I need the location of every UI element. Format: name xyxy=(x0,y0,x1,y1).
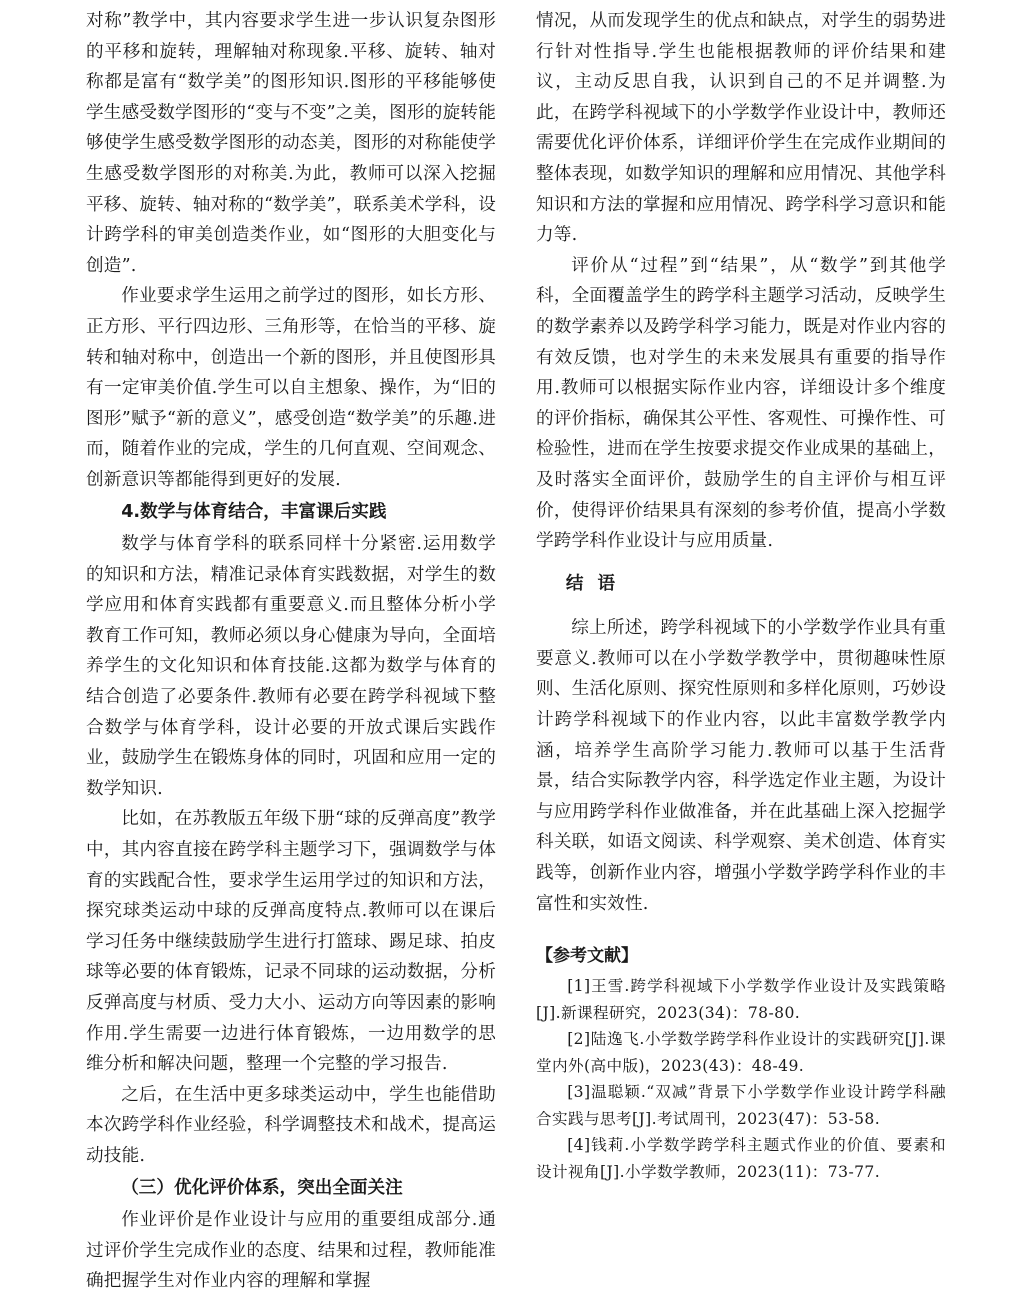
reference-item: [4]钱莉.小学数学跨学科主题式作业的价值、要素和设计视角[J].小学数学教师，2023(11)：73-77. xyxy=(536,1136,946,1181)
body-paragraph: 对称”教学中，其内容要求学生进一步认识复杂图形的平移和旋转，理解轴对称现象.平移、旋转、轴对称都是富有“数学美”的图形知识.图形的平移能够使学生感受数学图形的“变与不变”之美，图形的旋转能够使学生感受数学图形的动态美，图形的对称能使学生感受数学图形的对称美.为此，教师可以深入挖掘平移、旋转、轴对称的“数学美”，联系美术学科，设计跨学科的审美创造类作业，如“图形的大胆变化与创造”. xyxy=(86,11,496,276)
body-paragraph: 数学与体育学科的联系同样十分紧密.运用数学的知识和方法，精准记录体育实践数据，对学生的数学应用和体育实践都有重要意义.而且整体分析小学教育工作可知，教师必须以身心健康为导向，全面培养学生的文化知识和体育技能.这都为数学与体育的结合创造了必要条件.教师有必要在跨学科视域下整合数学与体育学科，设计必要的开放式课后实践作业，鼓励学生在锻炼身体的同时，巩固和应用一定的数学知识. xyxy=(86,534,496,799)
body-paragraph: 比如，在苏教版五年级下册“球的反弹高度”教学中，其内容直接在跨学科主题学习下，强调数学与体育的实践配合性，要求学生运用学过的知识和方法，探究球类运动中球的反弹高度特点.教师可以在课后学习任务中继续鼓励学生进行打篮球、踢足球、拍皮球等必要的体育锻炼，记录不同球的运动数据，分析反弹高度与材质、受力大小、运动方向等因素的影响作用.学生需要一边进行体育锻炼，一边用数学的思维分析和解决问题，整理一个完整的学习报告. xyxy=(86,809,496,1075)
reference-item: [1]王雪.跨学科视域下小学数学作业设计及实践策略[J].新课程研究，2023(34)：78-80. xyxy=(536,977,946,1022)
section-heading-3: （三）优化评价体系，突出全面关注 xyxy=(121,1177,403,1198)
left-column xyxy=(86,6,496,1297)
body-paragraph: 综上所述，跨学科视域下的小学数学作业具有重要意义.教师可以在小学数学教学中，贯彻趣味性原则、生活化原则、探究性原则和多样化原则，巧妙设计跨学科视域下的作业内容，以此丰富数学教学内涵，培养学生高阶学习能力.教师可以基于生活背景，结合实际教学内容，科学选定作业主题，为设计与应用跨学科作业做准备，并在此基础上深入挖掘学科关联，如语文阅读、科学观察、美术创造、体育实践等，创新作业内容，增强小学数学跨学科作业的丰富性和实效性. xyxy=(536,618,946,914)
references-title: 【参考文献】 xyxy=(536,946,638,967)
body-paragraph: 评价从“过程”到“结果”，从“数学”到其他学科，全面覆盖学生的跨学科主题学习活动，反映学生的数学素养以及跨学科学习能力，既是对作业内容的有效反馈，也对学生的未来发展具有重要的指导作用.教师可以根据实际作业内容，详细设计多个维度的评价指标，确保其公平性、客观性、可操作性、可检验性，进而在学生按要求提交作业成果的基础上，及时落实全面评价，鼓励学生的自主评价与相互评价，使得评价结果具有深刻的参考价值，提高小学数学跨学科作业设计与应用质量. xyxy=(536,255,946,552)
section-heading-4: 4.数学与体育结合，丰富课后实践 xyxy=(121,501,387,522)
right-column xyxy=(536,6,946,1185)
body-paragraph: 作业评价是作业设计与应用的重要组成部分.通过评价学生完成作业的态度、结果和过程，教师能准确把握学生对作业内容的理解和掌握 xyxy=(86,1210,496,1292)
conclusion-heading: 结语 xyxy=(565,573,630,594)
reference-item: [2]陆逸飞.小学数学跨学科作业设计的实践研究[J].课堂内外(高中版)，2023(43)：48-49. xyxy=(536,1030,946,1075)
reference-item: [3]温聪颖.“双减”背景下小学数学作业设计跨学科融合实践与思考[J].考试周刊，2023(47)：53-58. xyxy=(536,1083,946,1128)
body-paragraph: 情况，从而发现学生的优点和缺点，对学生的弱势进行针对性指导.学生也能根据教师的评价结果和建议，主动反思自我，认识到自己的不足并调整.为此，在跨学科视域下的小学数学作业设计中，教师还需要优化评价体系，详细评价学生在完成作业期间的整体表现，如数学知识的理解和应用情况、其他学科知识和方法的掌握和应用情况、跨学科学习意识和能力等. xyxy=(536,11,946,246)
body-paragraph: 作业要求学生运用之前学过的图形，如长方形、正方形、平行四边形、三角形等，在恰当的平移、旋转和轴对称中，创造出一个新的图形，并且使图形具有一定审美价值.学生可以自主想象、操作，为“旧的图形”赋予“新的意义”，感受创造“数学美”的乐趣.进而，随着作业的完成，学生的几何直观、空间观念、创新意识等都能得到更好的发展. xyxy=(86,286,496,490)
body-paragraph: 之后，在生活中更多球类运动中，学生也能借助本次跨学科作业经验，科学调整技术和战术，提高运动技能. xyxy=(86,1084,496,1166)
